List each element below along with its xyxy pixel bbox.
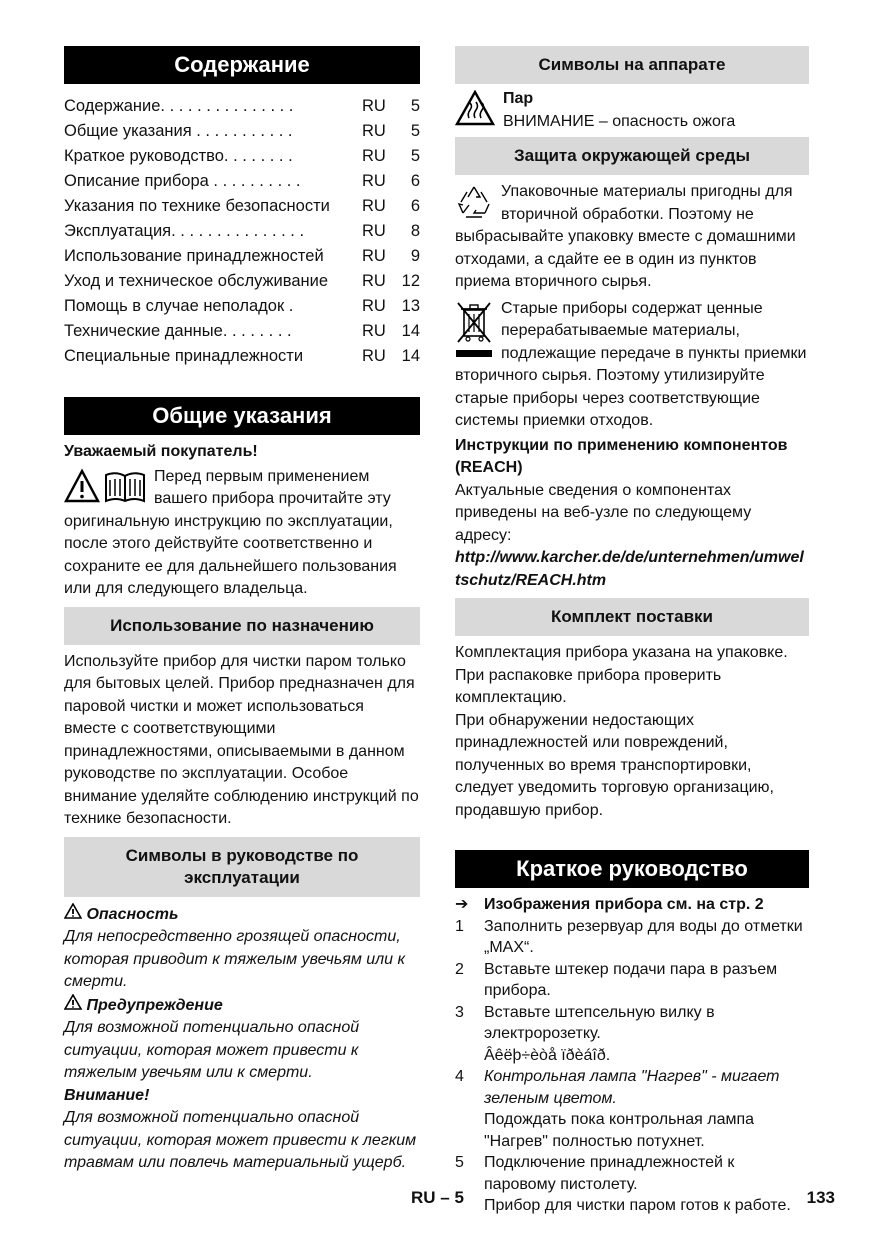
toc-lang: RU: [362, 197, 386, 215]
toc-title: Общие указания . . . . . . . . . . .: [64, 122, 293, 140]
toc-row[interactable]: [64, 294, 420, 319]
warning-book-icon: [64, 468, 146, 509]
symbols-device-heading: Символы на аппарате: [455, 46, 809, 84]
step-text: Вставьте штекер подачи пара в разъем прибора.: [484, 960, 778, 999]
toc-title: Содержание. . . . . . . . . . . . . . .: [64, 97, 294, 115]
steam-title: Пар: [503, 90, 534, 107]
general-heading: Общие указания: [64, 397, 420, 435]
danger-title: [64, 903, 420, 927]
table-of-contents: [64, 94, 420, 369]
toc-lang: RU: [362, 272, 386, 290]
warning-icon: [64, 994, 82, 1018]
purpose-text: Используйте прибор для чистки паром только для бытовых целей. Прибор предназначен для паровой чистки и может использоваться вместе с соответствующими принадлежностями, описываемыми в данном руководстве по эксплуатации. Особое внимание уделяйте соблюдению инструкций по технике безопасности.: [64, 652, 419, 827]
delivery-text-2: При обнаружении недостающих принадлежностей или повреждений, полученных во время транспортировки, следует уведомить торговую организацию, продавшую прибор.: [455, 711, 774, 819]
step-text: Заполнить резервуар для воды до отметки „MAX“.: [484, 917, 803, 956]
list-item: [455, 916, 809, 959]
steam-hazard-icon: [455, 90, 495, 131]
packaging-text: Упаковочные материалы пригодны для вторичной обработки. Поэтому не выбрасывайте упаковку вместе с домашними отходами, а сдайте ее в один из пунктов приема вторичного сырья.: [455, 183, 796, 290]
quick-ref-text: Изображения прибора см. на стр. 2: [484, 896, 764, 913]
caution-text: Для возможной потенциально опасной ситуации, которая может привести к легким травмам или повлечь материальный ущерб.: [64, 1109, 417, 1171]
toc-lang: RU: [362, 147, 386, 165]
crossed-bin-icon: [455, 300, 493, 365]
step-number: 4: [455, 1068, 464, 1085]
toc-lang: RU: [362, 172, 386, 190]
step-text: Вставьте штепсельную вилку в электророзетку.: [484, 1003, 715, 1042]
toc-lang: RU: [362, 322, 386, 340]
toc-lang: RU: [362, 97, 386, 115]
step-text-italic: Контрольная лампа "Нагрев" - мигает зеленым цветом.: [484, 1068, 780, 1107]
toc-row[interactable]: [64, 319, 420, 344]
toc-page: 14: [401, 322, 420, 340]
toc-row[interactable]: [64, 119, 420, 144]
reach-link[interactable]: http://www.karcher.de/de/unternehmen/umweltschutz/REACH.htm: [455, 549, 804, 589]
toc-row[interactable]: [64, 169, 420, 194]
toc-page: 6: [410, 172, 420, 190]
step-text: Подключение принадлежностей к паровому пистолету.: [484, 1154, 735, 1193]
step-number: 3: [455, 1003, 464, 1021]
toc-title: Указания по технике безопасности: [64, 197, 330, 215]
toc-title: Использование принадлежностей: [64, 247, 324, 265]
toc-page: 6: [410, 197, 420, 215]
quick-guide-heading: Краткое руководство: [455, 850, 809, 888]
reach-title: Инструкции по применению компонентов (REACH): [455, 436, 788, 476]
danger-title-text: Опасность: [86, 905, 179, 923]
list-item: [455, 1002, 809, 1067]
toc-title: Уход и техническое обслуживание: [64, 272, 329, 290]
toc-page: 5: [410, 97, 420, 115]
toc-title: Эксплуатация. . . . . . . . . . . . . . .: [64, 222, 305, 240]
toc-title: Помощь в случае неполадок .: [64, 297, 294, 315]
left-column: [64, 46, 420, 1175]
toc-row[interactable]: [64, 269, 420, 294]
toc-title: Специальные принадлежности: [64, 347, 304, 365]
toc-row[interactable]: [64, 194, 420, 219]
toc-lang: RU: [362, 297, 386, 315]
toc-title: Описание прибора . . . . . . . . . .: [64, 172, 301, 190]
caution-title: Внимание!: [64, 1086, 150, 1104]
toc-page: 14: [401, 347, 420, 365]
delivery-heading: Комплект поставки: [455, 598, 809, 636]
warning-title: [64, 994, 420, 1018]
toc-row[interactable]: [64, 94, 420, 119]
toc-page: 8: [410, 222, 420, 240]
toc-lang: RU: [362, 247, 386, 265]
warning-text: Для возможной потенциально опасной ситуации, которая может привести к тяжелым увечьям или к смерти.: [64, 1019, 360, 1081]
steam-text: ВНИМАНИЕ – опасность ожога: [503, 112, 736, 130]
toc-page: 5: [410, 147, 420, 165]
toc-page: 9: [410, 247, 420, 265]
toc-title: Краткое руководство. . . . . . . .: [64, 147, 293, 165]
toc-heading: Содержание: [64, 46, 420, 84]
step-extra: Прибор для чистки паром готов к работе.: [484, 1197, 791, 1214]
footer-section-page: RU – 5: [411, 1188, 464, 1207]
old-devices-block: [455, 298, 809, 433]
toc-row[interactable]: [64, 219, 420, 244]
toc-lang: RU: [362, 347, 386, 365]
purpose-heading: Использование по назначению: [64, 607, 420, 645]
danger-icon: [64, 903, 82, 927]
recycle-icon: [455, 183, 493, 226]
general-intro-text: Перед первым применением вашего прибора прочитайте эту оригинальную инструкцию по эксплуатации, после этого действуйте соответственно и сохраните ее для дальнейшего пользования или для следующего владельца.: [64, 467, 397, 597]
delivery-text-1: Комплектация прибора указана на упаковке. При распаковке прибора проверить комплектацию.: [455, 644, 788, 706]
steam-block: [455, 88, 809, 133]
symbols-manual-heading: Символы в руководстве по эксплуатации: [64, 837, 420, 897]
toc-row[interactable]: [64, 144, 420, 169]
footer-page-number: 133: [806, 1188, 835, 1207]
warning-title-text: Предупреждение: [86, 996, 223, 1014]
old-devices-text: Старые приборы содержат ценные перерабатываемые материалы, подлежащие передаче в пункты приемки вторичного сырья. Поэтому утилизируйте старые приборы через соответствующие системы приемки отходов.: [455, 299, 807, 429]
toc-page: 5: [410, 122, 420, 140]
step-extra: Подождать пока контрольная лампа "Нагрев" полностью потухнет.: [484, 1111, 755, 1150]
step-number: 2: [455, 960, 464, 978]
environment-heading: Защита окружающей среды: [455, 137, 809, 175]
right-column: [455, 46, 809, 1217]
quick-steps-list: [455, 916, 809, 1217]
arrow-right-icon: ➔: [455, 896, 469, 913]
toc-page: 12: [401, 272, 420, 290]
step-extra: Âêëþ÷èòå ïðèáîð.: [484, 1046, 611, 1064]
reach-text: Актуальные сведения о компонентах приведены на веб-узле по следующему адресу:: [455, 481, 752, 544]
toc-row[interactable]: [64, 344, 420, 369]
toc-lang: RU: [362, 122, 386, 140]
quick-ref: [455, 894, 809, 916]
danger-text: Для непосредственно грозящей опасности, которая приводит к тяжелым увечьям или к смерти.: [64, 928, 406, 990]
dear-customer: Уважаемый покупатель!: [64, 443, 258, 460]
step-number: 5: [455, 1154, 464, 1171]
toc-page: 13: [401, 297, 420, 315]
list-item: [455, 959, 809, 1002]
list-item: [455, 1066, 809, 1152]
general-intro-block: [64, 466, 420, 601]
toc-title: Технические данные. . . . . . . .: [64, 322, 292, 340]
toc-row[interactable]: [64, 244, 420, 269]
packaging-block: [455, 181, 809, 294]
toc-lang: RU: [362, 222, 386, 240]
step-number: 1: [455, 917, 464, 935]
